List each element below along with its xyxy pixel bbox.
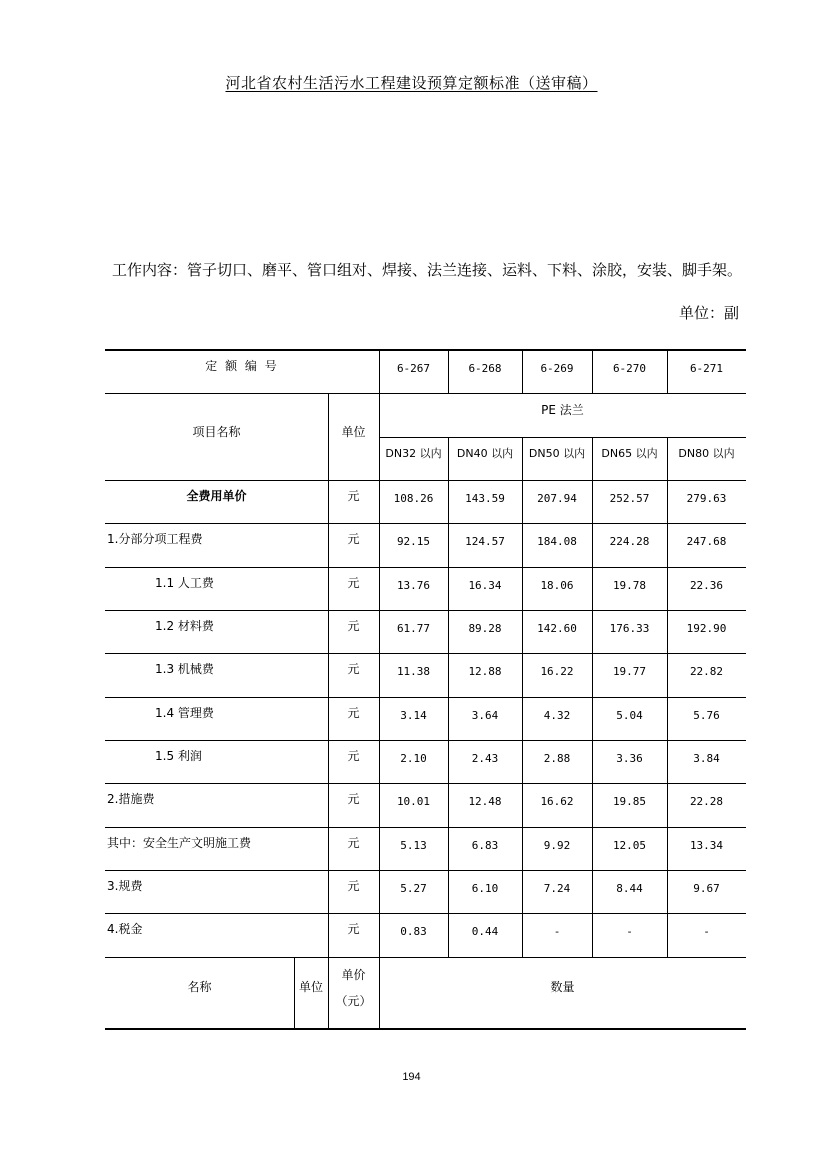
row-value: 279.63: [686, 491, 727, 505]
row-item-name: 3.规费: [107, 878, 143, 893]
row-value: 207.94: [537, 491, 577, 505]
row-value: 11.38: [396, 664, 431, 678]
quota-code: 6-268: [468, 361, 502, 375]
row-value: -: [626, 924, 633, 938]
row-unit: 元: [347, 835, 360, 850]
row-value: 89.28: [468, 621, 502, 635]
row-unit: 元: [347, 618, 360, 633]
row-unit: 元: [347, 748, 360, 763]
row-value: 224.28: [609, 534, 650, 548]
spec-label: DN65 以内: [601, 447, 658, 460]
row-value: 16.22: [540, 664, 574, 678]
row-value: 5.13: [400, 838, 427, 852]
row-value: 2.88: [543, 751, 571, 765]
row-value: 16.34: [468, 578, 502, 592]
row-value: 3.84: [693, 751, 720, 765]
spec-label: DN40 以内: [456, 447, 514, 460]
work-content: 工作内容：管子切口、磨平、管口组对、焊接、法兰连接、运料、下料、涂胶，安装、脚手架。: [112, 261, 743, 279]
row-value: 9.92: [543, 838, 571, 852]
row-unit: 元: [347, 661, 360, 676]
row-item-name: 2.措施费: [107, 791, 155, 806]
spec-label: DN32 以内: [385, 447, 442, 460]
row-value: 22.82: [689, 664, 724, 678]
row-value: 3.64: [471, 708, 499, 722]
row-value: 4.32: [543, 708, 571, 722]
row-value: 124.57: [465, 534, 505, 548]
row-value: 7.24: [543, 881, 571, 895]
row-unit: 元: [347, 921, 360, 936]
spec-label: DN80 以内: [678, 447, 735, 460]
row-value: 3.14: [400, 708, 427, 722]
document-title: [0, 72, 823, 93]
row-value: -: [553, 924, 561, 938]
unit-label: 单位: [341, 424, 366, 439]
document-title-text: 河北省农村生活污水工程建设预算定额标准（送审稿）: [225, 74, 598, 92]
row-unit: 元: [347, 878, 360, 893]
row-value: 19.78: [612, 578, 647, 592]
quota-code: 6-269: [540, 361, 574, 375]
row-value: 8.44: [616, 881, 643, 895]
row-value: 13.76: [396, 578, 431, 592]
row-unit: 元: [347, 575, 360, 590]
row-value: 143.59: [465, 491, 505, 505]
row-value: 2.43: [471, 751, 499, 765]
row-value: 5.04: [616, 708, 643, 722]
row-value: 16.62: [540, 794, 574, 808]
row-value: 5.76: [693, 708, 720, 722]
row-value: 6.10: [471, 881, 499, 895]
row-value: 10.01: [396, 794, 431, 808]
quota-code: 6-270: [612, 361, 647, 375]
row-unit: 元: [347, 531, 360, 546]
row-value: 92.15: [396, 534, 431, 548]
row-value: 0.83: [400, 924, 427, 938]
item-name-label: 项目名称: [192, 424, 241, 439]
row-item-name: 1.1 人工费: [155, 575, 214, 590]
row-item-name: 全费用单价: [186, 488, 247, 503]
row-unit: 元: [347, 705, 360, 720]
unit-line: 单位：副: [678, 304, 739, 322]
quota-code-label: 定 额 编 号: [205, 358, 279, 373]
row-value: 247.68: [686, 534, 727, 548]
row-unit: 元: [347, 791, 360, 806]
spec-label: DN50 以内: [528, 447, 586, 460]
footer-unit-label: 单位: [298, 979, 323, 994]
row-value: 12.05: [612, 838, 647, 852]
row-value: 22.36: [689, 578, 724, 592]
row-item-name: 其中：安全生产文明施工费: [107, 835, 252, 850]
footer-name-label: 名称: [187, 979, 212, 994]
row-value: 0.44: [471, 924, 499, 938]
row-value: 9.67: [693, 881, 720, 895]
footer-quantity-label: 数量: [550, 979, 575, 994]
footer-price-label: 单价: [341, 967, 366, 982]
row-value: 176.33: [609, 621, 650, 635]
row-item-name: 1.5 利润: [155, 748, 202, 763]
row-item-name: 1.分部分项工程费: [107, 531, 203, 546]
row-value: 18.06: [540, 578, 574, 592]
row-item-name: 1.2 材料费: [155, 618, 214, 633]
row-value: 142.60: [537, 621, 577, 635]
row-value: 2.10: [400, 751, 427, 765]
row-value: 19.85: [612, 794, 647, 808]
row-value: 252.57: [609, 491, 650, 505]
row-value: 108.26: [393, 491, 434, 505]
table-bottom-border: [105, 1028, 746, 1030]
quota-code: 6-271: [689, 361, 724, 375]
row-value: 184.08: [537, 534, 577, 548]
group-label: PE 法兰: [541, 402, 584, 417]
row-value: 6.83: [471, 838, 499, 852]
row-unit: 元: [347, 488, 360, 503]
row-value: 19.77: [612, 664, 647, 678]
row-item-name: 1.3 机械费: [155, 661, 214, 676]
row-item-name: 4.税金: [107, 921, 143, 936]
row-value: 12.88: [468, 664, 502, 678]
row-value: 5.27: [400, 881, 427, 895]
row-value: 61.77: [396, 621, 431, 635]
row-value: 12.48: [468, 794, 502, 808]
row-value: 22.28: [689, 794, 724, 808]
footer-price-unit: （元）: [335, 993, 372, 1008]
quota-code: 6-267: [396, 361, 431, 375]
row-value: 13.34: [689, 838, 724, 852]
row-value: 192.90: [686, 621, 727, 635]
row-item-name: 1.4 管理费: [155, 705, 214, 720]
row-value: 3.36: [616, 751, 643, 765]
row-value: -: [703, 924, 710, 938]
page-number: 194: [402, 1071, 421, 1083]
